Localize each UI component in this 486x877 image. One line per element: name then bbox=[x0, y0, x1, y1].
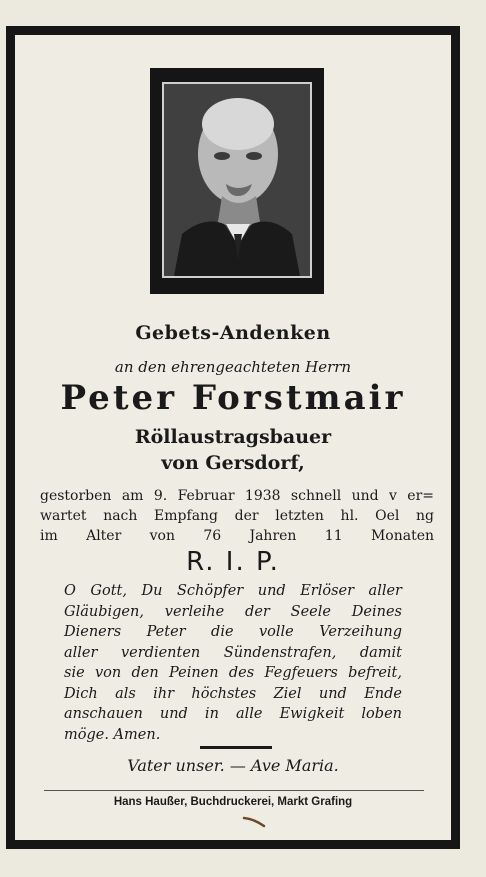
death-line: gestorben am 9. Februar 1938 schnell und v er= bbox=[40, 488, 434, 504]
death-line: im Alter von 76 Jahren 11 Monaten bbox=[40, 528, 434, 544]
death-line: wartet nach Empfang der letzten hl. Oel ng bbox=[40, 508, 434, 524]
prayer-line: Dieners Peter die volle Verzeihung bbox=[64, 624, 402, 640]
portrait-photo-graphic bbox=[164, 84, 310, 276]
prayer-line: Gläubigen, verleihe der Seele Deines bbox=[64, 603, 402, 620]
origin: von Gersdorf, bbox=[161, 452, 305, 474]
prayer-line: Dich als ihr höchstes Ziel und Ende bbox=[64, 685, 402, 702]
divider-long bbox=[44, 790, 424, 791]
printer-imprint: Hans Haußer, Buchdruckerei, Markt Grafing bbox=[113, 796, 353, 808]
prayer-line: O Gott, Du Schöpfer und Erlöser aller bbox=[64, 583, 402, 599]
prayer-text bbox=[64, 581, 402, 745]
divider-short bbox=[200, 746, 272, 749]
prayer-line: anschauen und in alle Ewigkeit loben bbox=[64, 706, 402, 722]
prayer-line: sie von den Peinen des Fegfeuers befreit, bbox=[64, 665, 402, 681]
prayer-line: möge. Amen. bbox=[64, 726, 161, 743]
card-title: Gebets-Andenken bbox=[135, 322, 331, 344]
deceased-name: Peter Forstmair bbox=[60, 378, 406, 418]
card-subtitle: an den ehrengeachteten Herrn bbox=[114, 358, 352, 376]
portrait-frame bbox=[150, 68, 324, 294]
pencil-mark-icon bbox=[242, 815, 268, 829]
portrait-photo bbox=[162, 82, 312, 278]
occupation: Röllaustragsbauer bbox=[134, 426, 332, 448]
prayer-line: aller verdienten Sündenstrafen, damit bbox=[64, 644, 402, 661]
death-info bbox=[40, 486, 434, 546]
rip-text: R. I. P. bbox=[186, 547, 280, 577]
closing-prayer: Vater unser. — Ave Maria. bbox=[127, 756, 339, 775]
